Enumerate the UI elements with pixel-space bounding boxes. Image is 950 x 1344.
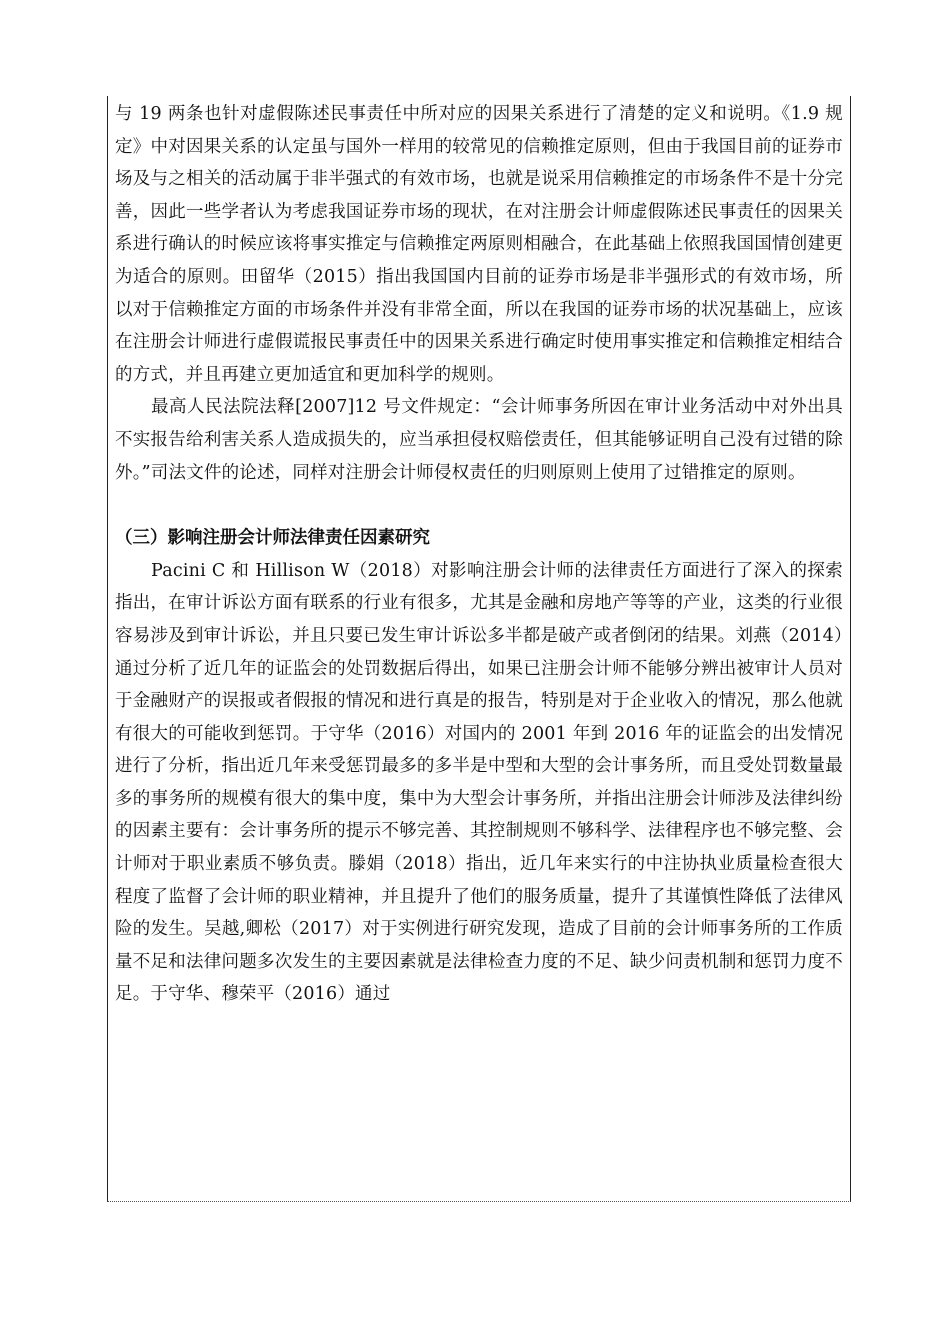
paragraph-liability-factors: Pacini C 和 Hillison W（2018）对影响注册会计师的法律责任方面进行了深入的探索指出，在审计诉讼方面有联系的行业有很多，尤其是金融和房地产等等的产业，这类的行业很容易涉及到审计诉讼，并且只要已发生审计诉讼多半都是破产或者倒闭的结果。刘燕（2014）通过分析了近几年的证监会的处罚数据后得出，如果已注册会计师不能够分辨出被审计人员对于金融财产的误报或者假报的情况和进行真是的报告，特别是对于企业收入的情况，那么他就有很大的可能收到惩罚。于守华（2016）对国内的 2001 年到 2016 年的证监会的出发情况进行了分析，指出近几年来受惩罚最多的多半是中型和大型的会计事务所，而且受处罚数量最多的事务所的规模有很大的集中度，集中为大型会计事务所，并指出注册会计师涉及法律纠纷的因素主要有：会计事务所的提示不够完善、其控制规则不够科学、法律程序也不够完整、会计师对于职业素质不够负责。滕娟（2018）指出，近几年来实行的中注协执业质量检查很大程度了监督了会计师的职业精神，并且提升了他们的服务质量，提升了其谨慎性降低了法律风险的发生。吴越,卿松（2017）对于实例进行研究发现，造成了目前的会计师事务所的工作质量不足和法律问题多次发生的主要因素就是法律检查力度的不足、缺少问责机制和惩罚力度不足。于守华、穆荣平（2016）通过	[115, 560, 843, 1005]
document-body	[115, 98, 843, 1011]
section-heading: （三）影响注册会计师法律责任因素研究	[115, 528, 430, 549]
paragraph-spacer	[115, 489, 843, 522]
paragraph-supreme-court-interpretation: 最高人民法院法释[2007]12 号文件规定：“会计师事务所因在审计业务活动中对外出具不实报告给利害关系人造成损失的，应当承担侵权赔偿责任，但其能够证明自己没有过错的除外。”司法文件的论述，同样对注册会计师侵权责任的归则原则上使用了过错推定的原则。	[115, 397, 843, 483]
paragraph-causality-principles: 与 19 两条也针对虚假陈述民事责任中所对应的因果关系进行了清楚的定义和说明。《1.9 规定》中对因果关系的认定虽与国外一样用的较常见的信赖推定原则，但由于我国目前的证券市场及与之相关的活动属于非半强式的有效市场，也就是说采用信赖推定的市场条件不是十分完善，因此一些学者认为考虑我国证券市场的现状，在对注册会计师虚假陈述民事责任的因果关系进行确认的时候应该将事实推定与信赖推定两原则相融合，在此基础上依照我国国情创建更为适合的原则。田留华（2015）指出我国国内目前的证券市场是非半强形式的有效市场，所以对于信赖推定方面的市场条件并没有非常全面，所以在我国的证券市场的状况基础上，应该在注册会计师进行虚假谎报民事责任中的因果关系进行确定时使用事实推定和信赖推定相结合的方式，并且再建立更加适宜和更加科学的规则。	[115, 104, 843, 385]
